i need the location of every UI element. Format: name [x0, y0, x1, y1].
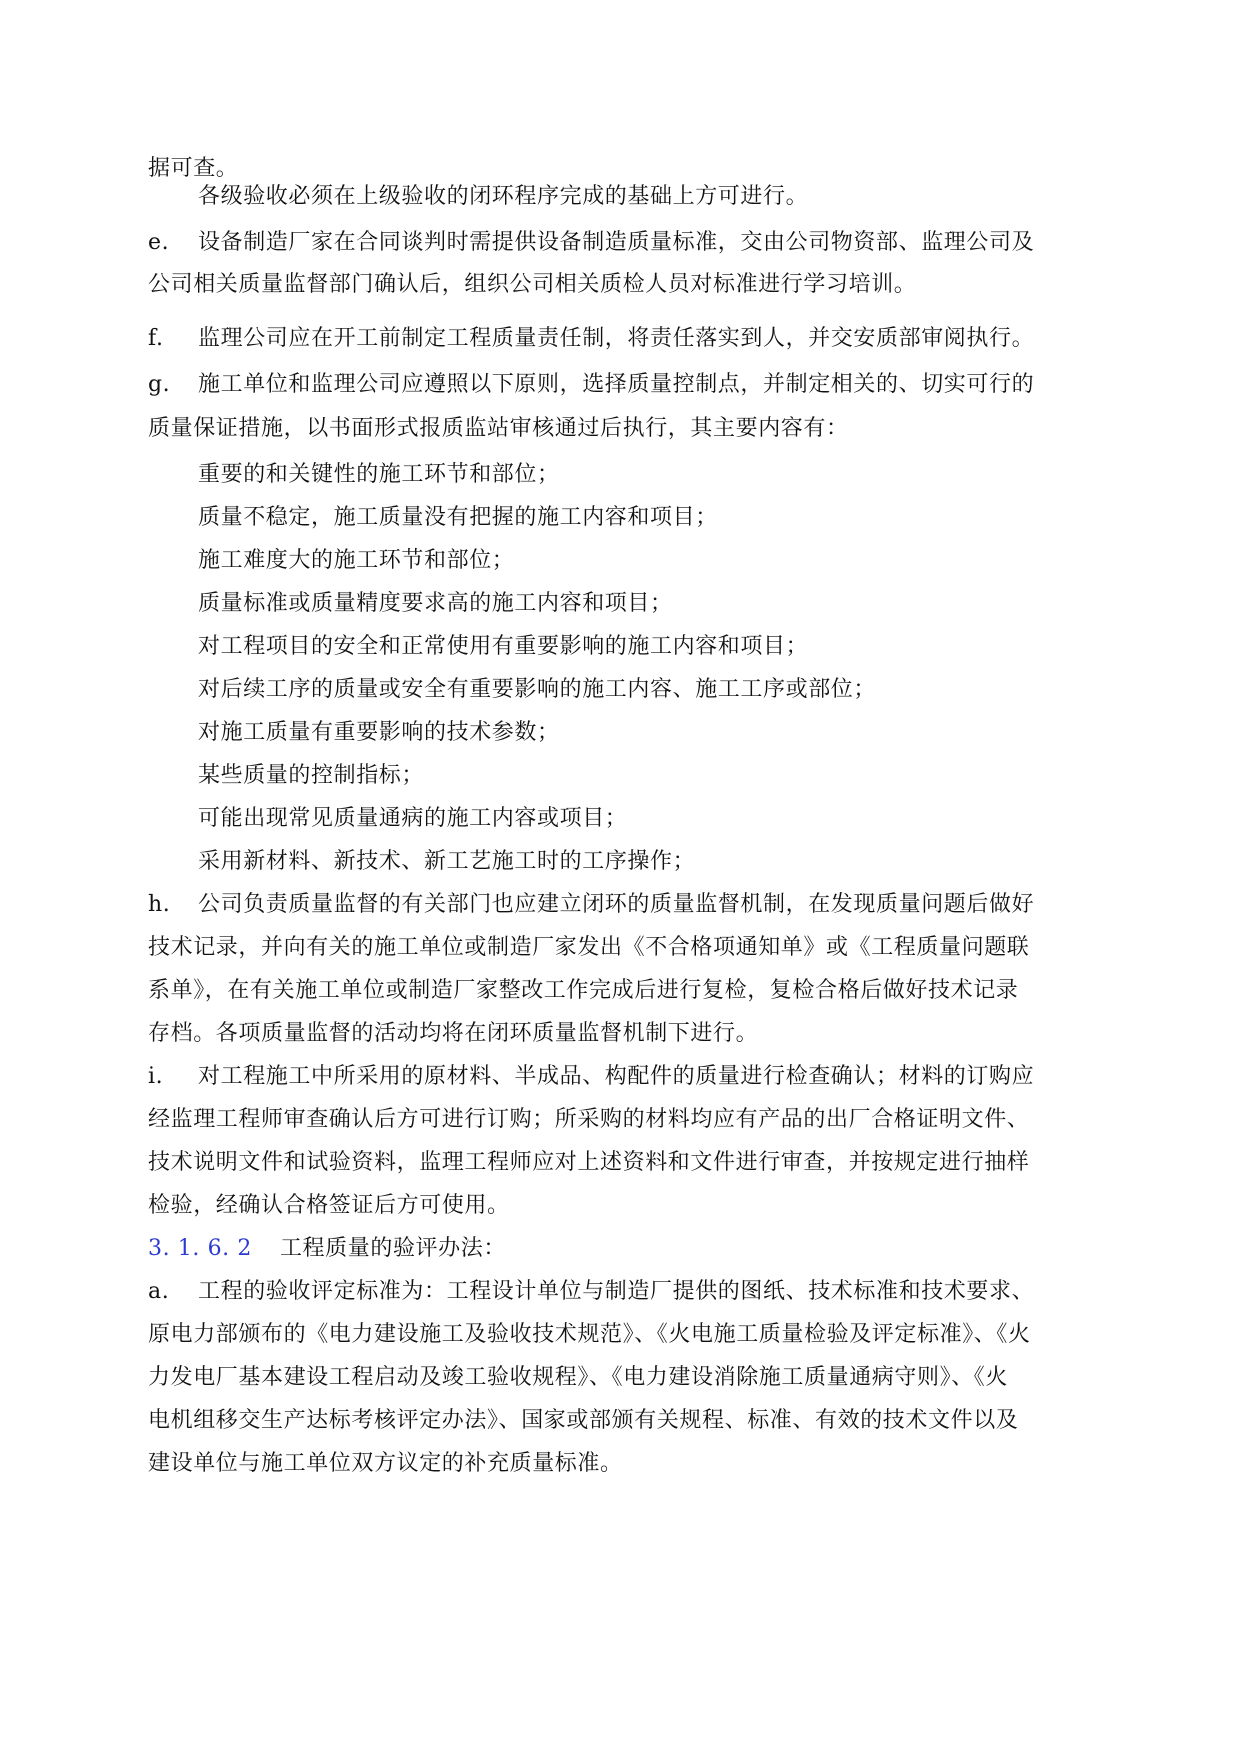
criterion-line — [198, 589, 1113, 619]
line-text: 技术记录，并向有关的施工单位或制造厂家发出《不合格项通知单》或《工程质量问题联 — [148, 935, 1030, 960]
line-text: 技术说明文件和试验资料，监理工程师应对上述资料和文件进行审查，并按规定进行抽样 — [148, 1150, 1030, 1175]
line-text: 公司相关质量监督部门确认后，组织公司相关质检人员对标准进行学习培训。 — [148, 272, 917, 297]
list-item-f — [148, 324, 1113, 354]
line-text: 工程的验收评定标准为：工程设计单位与制造厂提供的图纸、技术标准和技术要求、 — [198, 1279, 1035, 1304]
line-text: 建设单位与施工单位双方议定的补充质量标准。 — [148, 1451, 623, 1476]
line-text: 采用新材料、新技术、新工艺施工时的工序操作； — [198, 849, 696, 874]
list-item-a — [148, 1277, 1113, 1307]
paragraph-line — [148, 1191, 1113, 1221]
section-heading — [148, 1234, 1113, 1264]
line-text: 存档。各项质量监督的活动均将在闭环质量监督机制下进行。 — [148, 1021, 759, 1046]
criterion-line — [198, 718, 1113, 748]
section-title: 工程质量的验评办法： — [279, 1236, 506, 1261]
paragraph-line — [148, 1148, 1113, 1178]
section-number: 3. 1. 6. 2 — [148, 1236, 252, 1261]
criterion-line — [198, 847, 1113, 877]
list-item-i — [148, 1062, 1113, 1092]
criterion-line — [198, 632, 1113, 662]
line-text: 系单》，在有关施工单位或制造厂家整改工作完成后进行复检，复检合格后做好技术记录 — [148, 978, 1019, 1003]
list-item-h — [148, 890, 1113, 920]
paragraph-line — [148, 976, 1113, 1006]
line-text: 力发电厂基本建设工程启动及竣工验收规程》、《电力建设消除施工质量通病守则》、《火 — [148, 1365, 1009, 1390]
paragraph-line — [148, 1320, 1113, 1350]
list-item-e — [148, 228, 1113, 258]
line-text: 质量不稳定，施工质量没有把握的施工内容和项目； — [198, 505, 718, 530]
paragraph-line — [148, 1019, 1113, 1049]
line-text: 质量标准或质量精度要求高的施工内容和项目； — [198, 591, 673, 616]
line-text: 据可查。 — [148, 156, 239, 181]
list-marker: f. — [148, 326, 164, 351]
paragraph-line — [148, 933, 1113, 963]
line-text: 施工难度大的施工环节和部位； — [198, 548, 515, 573]
paragraph-line — [148, 1449, 1113, 1479]
paragraph-line — [148, 414, 1113, 444]
line-text: 设备制造厂家在合同谈判时需提供设备制造质量标准，交由公司物资部、监理公司及 — [198, 230, 1035, 255]
line-text: 检验，经确认合格签证后方可使用。 — [148, 1193, 510, 1218]
line-text: 重要的和关键性的施工环节和部位； — [198, 462, 560, 487]
line-text: 各级验收必须在上级验收的闭环程序完成的基础上方可进行。 — [198, 184, 809, 209]
line-text: 施工单位和监理公司应遵照以下原则，选择质量控制点，并制定相关的、切实可行的 — [198, 372, 1035, 397]
line-text: 原电力部颁布的《电力建设施工及验收技术规范》、《火电施工质量检验及评定标准》、《火 — [148, 1322, 1031, 1347]
list-marker: a. — [148, 1279, 170, 1304]
line-text: 电机组移交生产达标考核评定办法》、国家或部颁有关规程、标准、有效的技术文件以及 — [148, 1408, 1019, 1433]
line-text: 质量保证措施，以书面形式报质监站审核通过后执行，其主要内容有： — [148, 416, 849, 441]
list-item-g — [148, 370, 1113, 400]
criterion-line — [198, 503, 1113, 533]
line-text: 对施工质量有重要影响的技术参数； — [198, 720, 560, 745]
list-marker: h. — [148, 892, 171, 917]
paragraph-line — [198, 182, 1113, 212]
paragraph-line — [148, 1363, 1113, 1393]
line-text: 对后续工序的质量或安全有重要影响的施工内容、施工工序或部位； — [198, 677, 877, 702]
line-text: 对工程项目的安全和正常使用有重要影响的施工内容和项目； — [198, 634, 809, 659]
criterion-line — [198, 546, 1113, 576]
paragraph-line — [148, 1406, 1113, 1436]
criterion-line — [198, 675, 1113, 705]
paragraph-line — [148, 154, 1113, 184]
list-marker: g. — [148, 372, 171, 397]
line-text: 某些质量的控制指标； — [198, 763, 425, 788]
criterion-line — [198, 804, 1113, 834]
list-marker: i. — [148, 1064, 164, 1089]
criterion-line — [198, 761, 1113, 791]
list-marker: e. — [148, 230, 170, 255]
line-text: 对工程施工中所采用的原材料、半成品、构配件的质量进行检查确认；材料的订购应 — [198, 1064, 1035, 1089]
criterion-line — [198, 460, 1113, 490]
paragraph-line — [148, 1105, 1113, 1135]
line-text: 可能出现常见质量通病的施工内容或项目； — [198, 806, 628, 831]
line-text: 公司负责质量监督的有关部门也应建立闭环的质量监督机制，在发现质量问题后做好 — [198, 892, 1035, 917]
paragraph-line — [148, 270, 1113, 300]
line-text: 监理公司应在开工前制定工程质量责任制，将责任落实到人，并交安质部审阅执行。 — [198, 326, 1035, 351]
line-text: 经监理工程师审查确认后方可进行订购；所采购的材料均应有产品的出厂合格证明文件、 — [148, 1107, 1030, 1132]
